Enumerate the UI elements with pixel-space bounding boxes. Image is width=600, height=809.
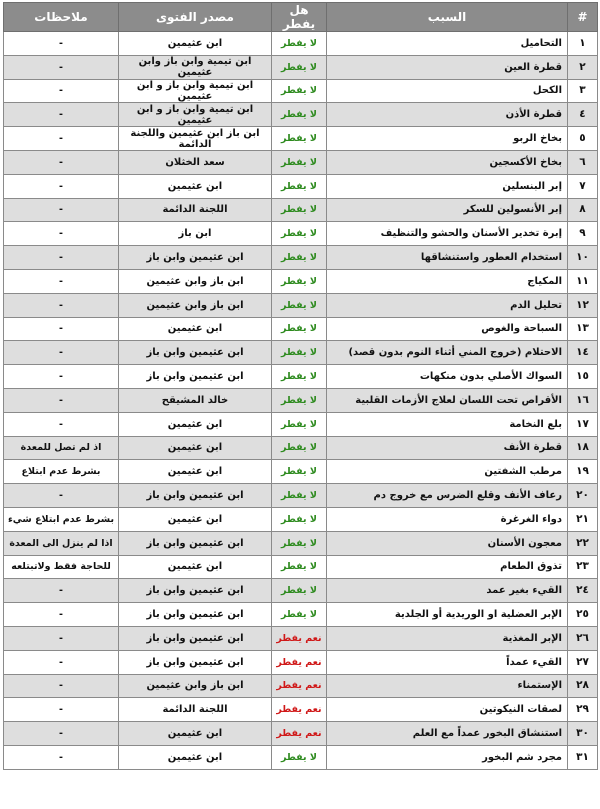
row-number: ١٦: [568, 388, 598, 412]
row-reason: إبر الأنسولين للسكر: [327, 198, 568, 222]
row-verdict: نعم يفطر: [272, 698, 327, 722]
row-fatwa-source: ابن عثيمين: [119, 555, 272, 579]
row-verdict: لا يفطر: [272, 55, 327, 79]
row-fatwa-source: ابن عثيمين: [119, 745, 272, 769]
table-row: [4, 650, 598, 674]
row-reason: تذوق الطعام: [327, 555, 568, 579]
row-reason: قطرة الأذن: [327, 103, 568, 127]
row-reason: الأقراص تحت اللسان لعلاج الأزمات القلبية: [327, 388, 568, 412]
row-fatwa-source: ابن عثيمين وابن باز: [119, 579, 272, 603]
row-number: ٢٩: [568, 698, 598, 722]
row-fatwa-source: ابن عثيمين: [119, 412, 272, 436]
row-reason: استنشاق البخور عمداً مع العلم: [327, 722, 568, 746]
table-row: [4, 269, 598, 293]
row-notes: بشرط عدم ابتلاع شيء: [4, 507, 119, 531]
row-verdict: لا يفطر: [272, 341, 327, 365]
row-verdict: لا يفطر: [272, 388, 327, 412]
row-verdict: لا يفطر: [272, 531, 327, 555]
table-row: [4, 579, 598, 603]
row-notes: -: [4, 127, 119, 151]
table-row: [4, 127, 598, 151]
row-verdict: لا يفطر: [272, 365, 327, 389]
row-reason: التحاميل: [327, 32, 568, 56]
row-number: ١٧: [568, 412, 598, 436]
row-notes: بشرط عدم ابتلاع: [4, 460, 119, 484]
table-row: [4, 55, 598, 79]
row-number: ٢٥: [568, 603, 598, 627]
table-row: [4, 555, 598, 579]
row-verdict: لا يفطر: [272, 103, 327, 127]
row-notes: -: [4, 603, 119, 627]
fasting-rulings-table: [3, 2, 598, 770]
row-number: ١٤: [568, 341, 598, 365]
table-row: [4, 484, 598, 508]
table-row: [4, 388, 598, 412]
row-reason: المكياج: [327, 269, 568, 293]
row-reason: بخاخ الأكسجين: [327, 150, 568, 174]
row-number: ٣٠: [568, 722, 598, 746]
row-notes: -: [4, 698, 119, 722]
row-verdict: لا يفطر: [272, 246, 327, 270]
table-row: [4, 341, 598, 365]
row-reason: معجون الأسنان: [327, 531, 568, 555]
table-row: [4, 150, 598, 174]
row-fatwa-source: ابن عثيمين وابن باز: [119, 341, 272, 365]
row-fatwa-source: ابن باز: [119, 222, 272, 246]
table-body: [4, 32, 598, 770]
row-fatwa-source: ابن عثيمين وابن باز: [119, 650, 272, 674]
row-notes: -: [4, 579, 119, 603]
row-number: ٤: [568, 103, 598, 127]
table-row: [4, 317, 598, 341]
table-row: [4, 246, 598, 270]
row-fatwa-source: ابن تيمية وابن باز وابن عثيمين: [119, 55, 272, 79]
row-fatwa-source: ابن عثيمين وابن باز: [119, 484, 272, 508]
row-notes: -: [4, 174, 119, 198]
row-fatwa-source: ابن عثيمين وابن باز: [119, 603, 272, 627]
row-fatwa-source: ابن باز وابن عثيمين: [119, 293, 272, 317]
row-notes: -: [4, 103, 119, 127]
row-notes: -: [4, 650, 119, 674]
row-number: ٥: [568, 127, 598, 151]
row-fatwa-source: ابن عثيمين: [119, 436, 272, 460]
row-notes: -: [4, 150, 119, 174]
row-number: ١٩: [568, 460, 598, 484]
row-reason: السباحة والغوص: [327, 317, 568, 341]
row-reason: دواء الغرغرة: [327, 507, 568, 531]
row-notes: -: [4, 388, 119, 412]
table-row: [4, 722, 598, 746]
table-row: [4, 32, 598, 56]
row-notes: -: [4, 269, 119, 293]
row-number: ١٣: [568, 317, 598, 341]
row-reason: بلع النخامة: [327, 412, 568, 436]
row-number: ٢٤: [568, 579, 598, 603]
row-reason: لصقات النيكوتين: [327, 698, 568, 722]
row-verdict: لا يفطر: [272, 32, 327, 56]
row-verdict: لا يفطر: [272, 555, 327, 579]
header-verdict: هل يفطر: [272, 3, 327, 32]
row-reason: الإبر العضلية او الوريدية أو الجلدية: [327, 603, 568, 627]
table-row: [4, 293, 598, 317]
row-verdict: لا يفطر: [272, 317, 327, 341]
row-reason: قطرة الأنف: [327, 436, 568, 460]
row-notes: -: [4, 317, 119, 341]
row-notes: -: [4, 222, 119, 246]
row-number: ٢٦: [568, 626, 598, 650]
row-number: ١: [568, 32, 598, 56]
table-row: [4, 222, 598, 246]
row-reason: تحليل الدم: [327, 293, 568, 317]
row-notes: -: [4, 293, 119, 317]
row-reason: قطرة العين: [327, 55, 568, 79]
table-row: [4, 103, 598, 127]
row-verdict: نعم يفطر: [272, 674, 327, 698]
row-reason: القيء عمداً: [327, 650, 568, 674]
row-reason: مرطب الشفتين: [327, 460, 568, 484]
row-fatwa-source: ابن عثيمين: [119, 460, 272, 484]
row-verdict: لا يفطر: [272, 198, 327, 222]
row-fatwa-source: سعد الخثلان: [119, 150, 272, 174]
header-reason: السبب: [327, 3, 568, 32]
row-notes: للحاجة فقط ولاتبتلعه: [4, 555, 119, 579]
row-fatwa-source: ابن عثيمين: [119, 722, 272, 746]
table-row: [4, 603, 598, 627]
row-number: ٨: [568, 198, 598, 222]
row-reason: رعاف الأنف وقلع الضرس مع خروج دم: [327, 484, 568, 508]
row-number: ٦: [568, 150, 598, 174]
table-row: [4, 507, 598, 531]
row-verdict: لا يفطر: [272, 293, 327, 317]
row-fatwa-source: ابن عثيمين: [119, 174, 272, 198]
table-row: [4, 79, 598, 103]
row-reason: الإبر المغذية: [327, 626, 568, 650]
row-notes: -: [4, 626, 119, 650]
row-number: ١٠: [568, 246, 598, 270]
header-fatwa-source: مصدر الفتوى: [119, 3, 272, 32]
table-row: [4, 674, 598, 698]
row-number: ٢٣: [568, 555, 598, 579]
row-reason: السواك الأصلي بدون منكهات: [327, 365, 568, 389]
row-number: ٣١: [568, 745, 598, 769]
table-row: [4, 198, 598, 222]
row-reason: الإستمناء: [327, 674, 568, 698]
row-notes: -: [4, 79, 119, 103]
row-fatwa-source: ابن عثيمين وابن باز: [119, 531, 272, 555]
row-fatwa-source: ابن عثيمين: [119, 507, 272, 531]
row-reason: القيء بغير عمد: [327, 579, 568, 603]
row-notes: -: [4, 745, 119, 769]
row-reason: استخدام العطور واستنشاقها: [327, 246, 568, 270]
row-number: ٢٠: [568, 484, 598, 508]
row-verdict: نعم يفطر: [272, 626, 327, 650]
row-verdict: لا يفطر: [272, 507, 327, 531]
row-fatwa-source: ابن تيمية وابن باز و ابن عثيمين: [119, 79, 272, 103]
table-row: [4, 626, 598, 650]
row-reason: بخاخ الربو: [327, 127, 568, 151]
row-number: ٢٨: [568, 674, 598, 698]
row-fatwa-source: ابن باز وابن عثيمين: [119, 674, 272, 698]
row-fatwa-source: ابن تيمية وابن باز و ابن عثيمين: [119, 103, 272, 127]
table-header-row: [4, 3, 598, 32]
table-row: [4, 174, 598, 198]
row-fatwa-source: ابن عثيمين وابن باز: [119, 626, 272, 650]
row-number: ٧: [568, 174, 598, 198]
row-fatwa-source: اللجنة الدائمة: [119, 698, 272, 722]
row-number: ١٥: [568, 365, 598, 389]
row-number: ٢٢: [568, 531, 598, 555]
row-verdict: لا يفطر: [272, 174, 327, 198]
table-row: [4, 436, 598, 460]
row-number: ١٨: [568, 436, 598, 460]
table-row: [4, 698, 598, 722]
row-verdict: لا يفطر: [272, 484, 327, 508]
row-notes: -: [4, 246, 119, 270]
row-notes: اذا لم ينزل الى المعدة: [4, 531, 119, 555]
row-verdict: لا يفطر: [272, 436, 327, 460]
row-fatwa-source: خالد المشيقح: [119, 388, 272, 412]
table-row: [4, 460, 598, 484]
row-fatwa-source: اللجنة الدائمة: [119, 198, 272, 222]
row-reason: الاحتلام (خروج المني أثناء النوم بدون قصد): [327, 341, 568, 365]
row-fatwa-source: ابن عثيمين وابن باز: [119, 246, 272, 270]
row-notes: -: [4, 365, 119, 389]
row-verdict: لا يفطر: [272, 603, 327, 627]
row-reason: مجرد شم البخور: [327, 745, 568, 769]
row-verdict: نعم يفطر: [272, 650, 327, 674]
table-row: [4, 412, 598, 436]
row-notes: -: [4, 55, 119, 79]
row-fatwa-source: ابن عثيمين: [119, 317, 272, 341]
row-verdict: لا يفطر: [272, 127, 327, 151]
row-number: ٣: [568, 79, 598, 103]
row-reason: إبرة تخدير الأسنان والحشو والتنظيف: [327, 222, 568, 246]
header-notes: ملاحظات: [4, 3, 119, 32]
row-verdict: لا يفطر: [272, 222, 327, 246]
header-number: #: [568, 3, 598, 32]
row-verdict: لا يفطر: [272, 269, 327, 293]
row-verdict: لا يفطر: [272, 150, 327, 174]
row-notes: -: [4, 412, 119, 436]
row-notes: -: [4, 341, 119, 365]
row-verdict: لا يفطر: [272, 745, 327, 769]
row-fatwa-source: ابن عثيمين وابن باز: [119, 365, 272, 389]
row-number: ٢٧: [568, 650, 598, 674]
row-verdict: نعم يفطر: [272, 722, 327, 746]
row-fatwa-source: ابن باز وابن عثيمين: [119, 269, 272, 293]
row-verdict: لا يفطر: [272, 79, 327, 103]
table-row: [4, 531, 598, 555]
row-number: ٢١: [568, 507, 598, 531]
table-row: [4, 365, 598, 389]
row-fatwa-source: ابن باز ابن عثيمين واللجنة الدائمة: [119, 127, 272, 151]
row-reason: الكحل: [327, 79, 568, 103]
row-number: ١٢: [568, 293, 598, 317]
row-verdict: لا يفطر: [272, 460, 327, 484]
row-notes: -: [4, 32, 119, 56]
row-number: ١١: [568, 269, 598, 293]
row-verdict: لا يفطر: [272, 579, 327, 603]
table-row: [4, 745, 598, 769]
row-notes: -: [4, 722, 119, 746]
row-fatwa-source: ابن عثيمين: [119, 32, 272, 56]
row-reason: إبر البنسلين: [327, 174, 568, 198]
row-number: ٩: [568, 222, 598, 246]
row-notes: -: [4, 674, 119, 698]
row-number: ٢: [568, 55, 598, 79]
row-notes: -: [4, 198, 119, 222]
row-verdict: لا يفطر: [272, 412, 327, 436]
row-notes: -: [4, 484, 119, 508]
row-notes: اذ لم تصل للمعدة: [4, 436, 119, 460]
